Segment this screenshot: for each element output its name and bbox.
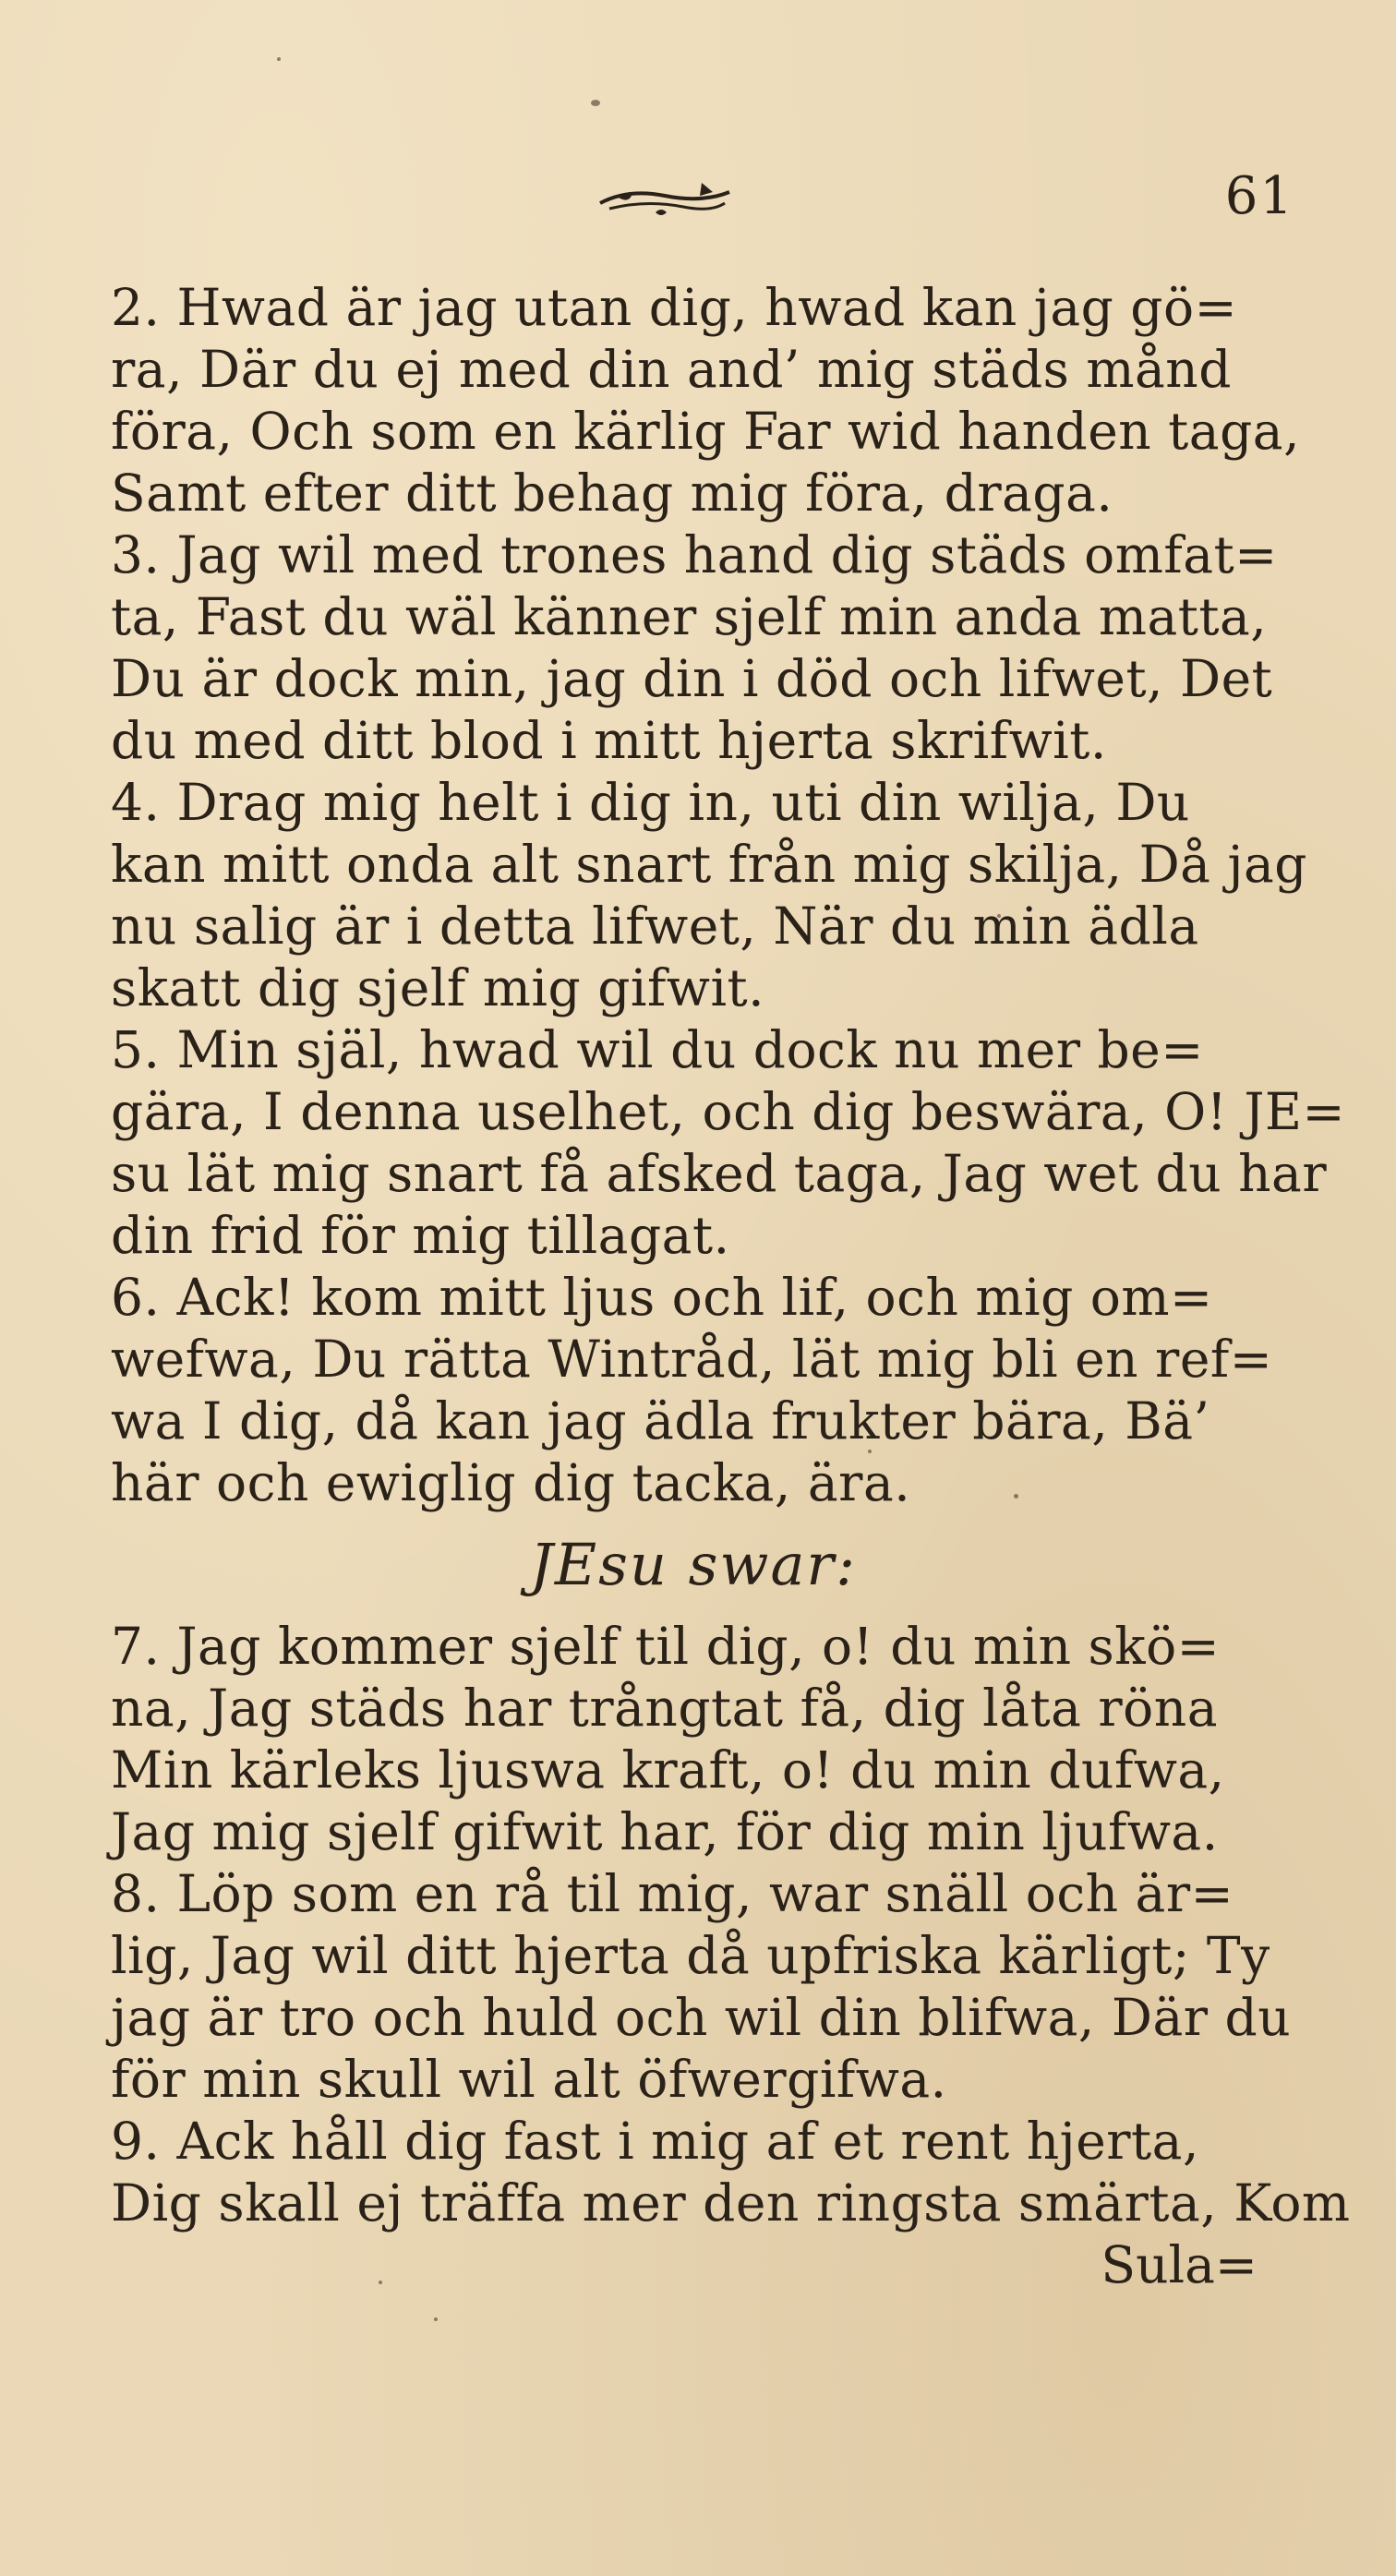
- text-line: Dig skall ej träffa mer den ringsta smärta, Kom: [111, 2173, 1351, 2233]
- body-text: [111, 277, 1351, 2296]
- text-line: su lät mig snart få afsked taga, Jag wet du har: [111, 1144, 1328, 1203]
- paper-speck: [434, 2317, 438, 2321]
- text-line: nu salig är i detta lifwet, När du min ädla: [111, 897, 1199, 956]
- paper-speck: [591, 100, 600, 106]
- text-line: 6. Ack! kom mitt ljus och lif, och mig om=: [111, 1268, 1213, 1327]
- text-line: föra, Och som en kärlig Far wid handen taga,: [111, 402, 1301, 461]
- text-line: Du är dock min, jag din i död och lifwet, Det: [111, 649, 1273, 708]
- text-line: gära, I denna uselhet, och dig beswära, O! JE=: [111, 1082, 1346, 1141]
- text-line: 8. Löp som en rå til mig, war snäll och är=: [111, 1864, 1234, 1923]
- text-line: 3. Jag wil med trones hand dig städs omfat=: [111, 525, 1278, 584]
- text-line: Min kärleks ljuswa kraft, o! du min dufwa,: [111, 1740, 1225, 1800]
- text-line: ta, Fast du wäl känner sjelf min anda matta,: [111, 587, 1268, 646]
- text-line: jag är tro och huld och wil din blifwa, Där du: [111, 1988, 1292, 2047]
- text-line: här och ewiglig dig tacka, ära.: [111, 1453, 911, 1512]
- text-line: wa I dig, då kan jag ädla frukter bära, Bä’: [111, 1391, 1210, 1451]
- section-heading: JEsu swar:: [530, 1531, 857, 1598]
- text-line: 5. Min själ, hwad wil du dock nu mer be=: [111, 1020, 1204, 1079]
- catchword: Sula=: [1101, 2235, 1258, 2294]
- text-line: 7. Jag kommer sjelf til dig, o! du min skö=: [111, 1617, 1221, 1676]
- text-line: skatt dig sjelf mig gifwit.: [111, 958, 765, 1017]
- text-line: Samt efter ditt behag mig föra, draga.: [111, 463, 1113, 523]
- text-line: lig, Jag wil ditt hjerta då upfriska kärligt; Ty: [111, 1926, 1270, 1985]
- text-line: ra, Där du ej med din and’ mig städs månd: [111, 340, 1232, 399]
- text-line: Jag mig sjelf gifwit har, för dig min ljufwa.: [111, 1802, 1219, 1861]
- printers-ornament-icon: [591, 175, 739, 222]
- text-line: du med ditt blod i mitt hjerta skrifwit.: [111, 711, 1107, 770]
- text-line: 4. Drag mig helt i dig in, uti din wilja, Du: [111, 773, 1190, 832]
- text-line: kan mitt onda alt snart från mig skilja, Då jag: [111, 835, 1307, 894]
- paper-speck: [277, 57, 281, 61]
- text-line: 9. Ack håll dig fast i mig af et rent hjerta,: [111, 2112, 1199, 2171]
- page-number: 61: [1224, 166, 1294, 226]
- text-line: för min skull wil alt öfwergifwa.: [111, 2050, 947, 2109]
- text-line: wefwa, Du rätta Wintråd, lät mig bli en ref=: [111, 1330, 1273, 1389]
- text-line: 2. Hwad är jag utan dig, hwad kan jag gö=: [111, 278, 1238, 337]
- text-line: din frid för mig tillagat.: [111, 1206, 730, 1265]
- text-line: na, Jag städs har trångtat få, dig låta röna: [111, 1679, 1218, 1738]
